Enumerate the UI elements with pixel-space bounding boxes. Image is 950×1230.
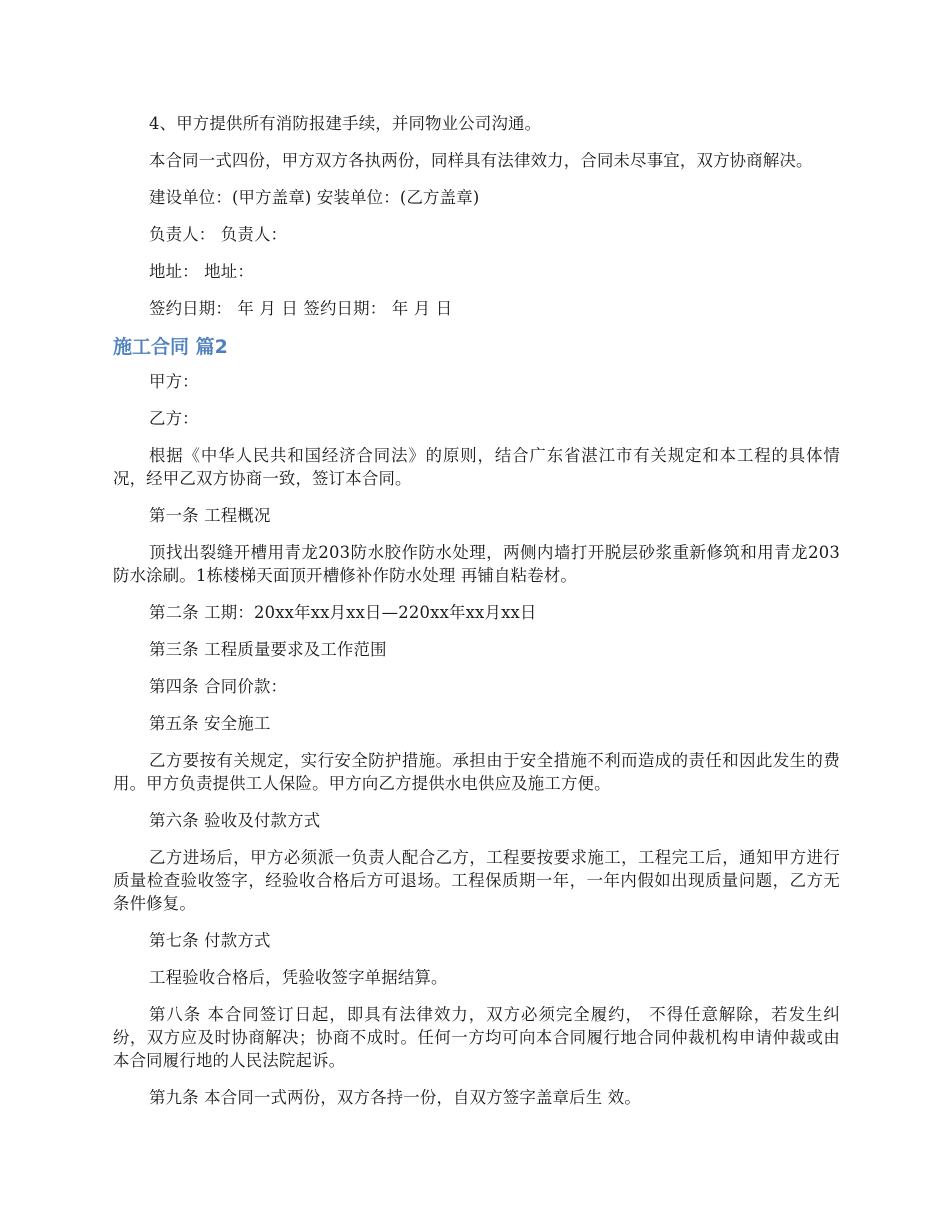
paragraph-article-4: 第四条 合同价款： (149, 677, 288, 696)
paragraph-article-1-title: 第一条 工程概况 (149, 506, 271, 525)
paragraph-responsible: 负责人： 负责人： (149, 225, 288, 244)
document-body (113, 112, 840, 1123)
paragraph-party-b: 乙方： (149, 409, 199, 428)
paragraph-preamble: 根据《中华人民共和国经济合同法》的原则，结合广东省湛江市有关规定和本工程的具体情况，经甲乙双方协商一致，签订本合同。 (113, 446, 840, 488)
paragraph-article-6-body: 乙方进场后，甲方必须派一负责人配合乙方，工程要按要求施工，工程完工后，通知甲方进行质量检查验收签字，经验收合格后方可退场。工程保质期一年，一年内假如出现质量问题，乙方无条件修复。 (113, 848, 840, 913)
paragraph-article-5-title: 第五条 安全施工 (149, 714, 271, 733)
paragraph-article-6-title: 第六条 验收及付款方式 (149, 811, 321, 830)
paragraph-article-8: 第八条 本合同签订日起，即具有法律效力，双方必须完全履约， 不得任意解除，若发生纠纷，双方应及时协商解决；协商不成时。任何一方均可向本合同履行地合同仲裁机构申请仲裁或由本合同履行地的人民法院起诉。 (113, 1005, 840, 1070)
paragraph-clause-4: 4、甲方提供所有消防报建手续，并同物业公司沟通。 (149, 114, 542, 133)
paragraph-units: 建设单位：(甲方盖章) 安装单位：(乙方盖章) (149, 188, 480, 207)
paragraph-article-5-body: 乙方要按有关规定，实行安全防护措施。承担由于安全措施不利而造成的责任和因此发生的费用。甲方负责提供工人保险。甲方向乙方提供水电供应及施工方便。 (113, 751, 840, 793)
section-heading: 施工合同 篇2 (113, 336, 228, 358)
paragraph-article-3: 第三条 工程质量要求及工作范围 (149, 640, 387, 659)
paragraph-party-a: 甲方： (149, 372, 199, 391)
paragraph-address: 地址： 地址： (149, 262, 254, 281)
paragraph-article-7-body: 工程验收合格后，凭验收签字单据结算。 (149, 968, 448, 987)
paragraph-sign-date: 签约日期： 年 月 日 签约日期： 年 月 日 (149, 299, 453, 318)
paragraph-article-9: 第九条 本合同一式两份，双方各持一份，自双方签字盖章后生 效。 (149, 1088, 641, 1107)
paragraph-article-7-title: 第七条 付款方式 (149, 931, 271, 950)
paragraph-article-2: 第二条 工期：20xx年xx月xx日—220xx年xx月xx日 (149, 603, 537, 622)
paragraph-copies: 本合同一式四份，甲方双方各执两份，同样具有法律效力，合同未尽事宜，双方协商解决。 (149, 151, 813, 170)
paragraph-article-1-body: 顶找出裂缝开槽用青龙203防水胶作防水处理，两侧内墙打开脱层砂浆重新修筑和用青龙203防水涂刷。1栋楼梯天面顶开槽修补作防水处理 再铺自粘卷材。 (113, 543, 840, 585)
